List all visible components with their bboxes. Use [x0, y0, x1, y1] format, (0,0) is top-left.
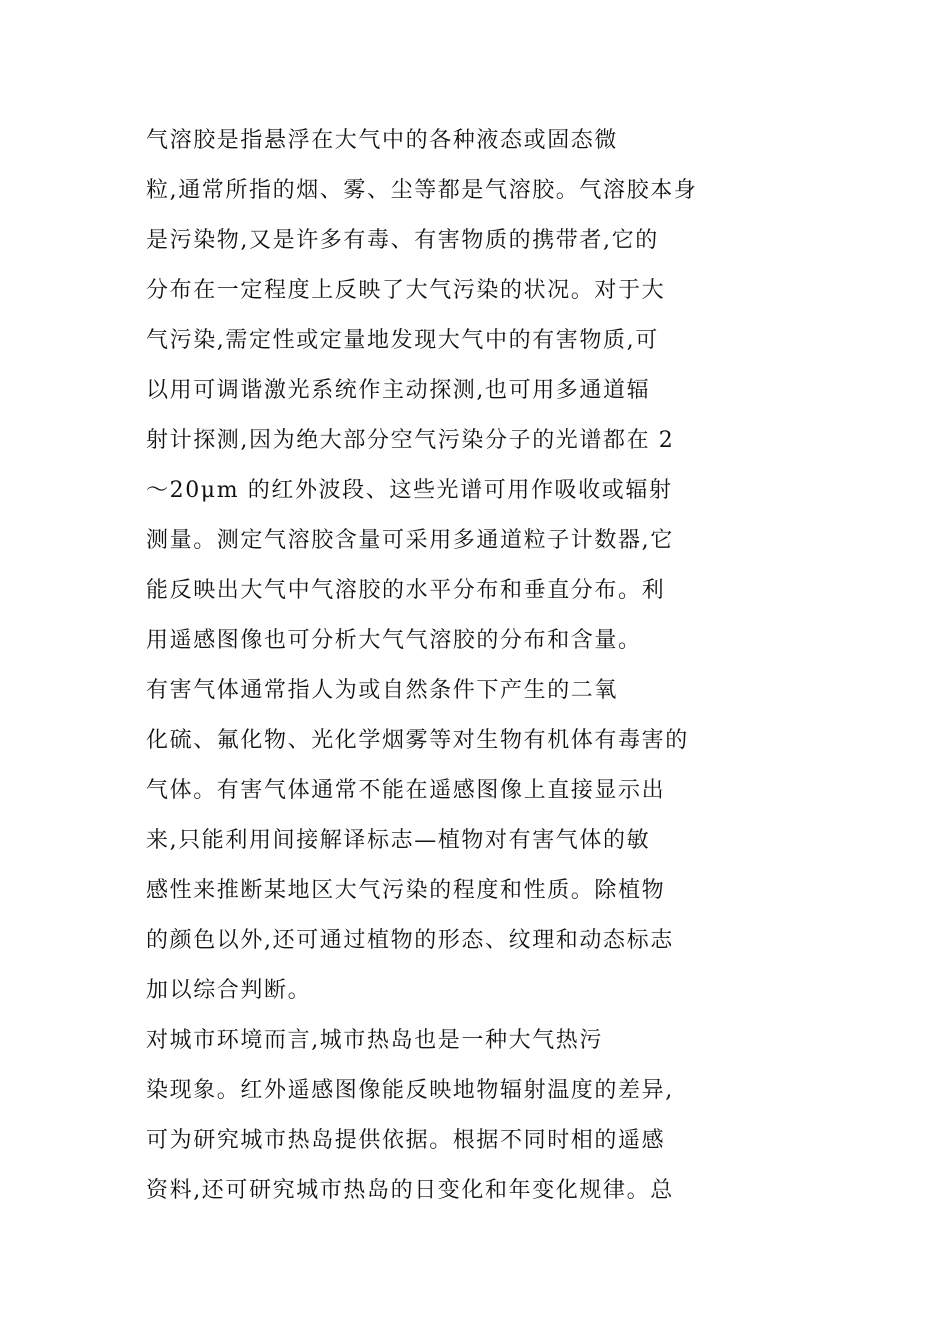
text-line-21: 可为研究城市热岛提供依据。根据不同时相的遥感 [146, 1128, 666, 1153]
text-line-7: 射计探测,因为绝大部分空气污染分子的光谱都在 2 [146, 428, 675, 453]
text-line-18: 加以综合判断。 [146, 978, 312, 1003]
text-line-6: 以用可调谐激光系统作主动探测,也可用多通道辐 [146, 378, 651, 403]
text-line-11: 用遥感图像也可分析大气气溶胶的分布和含量。 [146, 628, 642, 653]
text-line-16: 感性来推断某地区大气污染的程度和性质。除植物 [146, 878, 666, 903]
text-line-20: 染现象。红外遥感图像能反映地物辐射温度的差异, [146, 1078, 674, 1103]
body-text [146, 116, 726, 1216]
text-line-9: 测量。测定气溶胶含量可采用多通道粒子计数器,它 [146, 528, 674, 553]
text-line-15: 来,只能利用间接解译标志—植物对有害气体的敏 [146, 828, 651, 853]
text-line-2: 粒,通常所指的烟、雾、尘等都是气溶胶。气溶胶本身 [146, 178, 698, 203]
text-line-8: ～20μm 的红外波段、这些光谱可用作吸收或辐射 [146, 478, 673, 503]
text-line-19: 对城市环境而言,城市热岛也是一种大气热污 [146, 1028, 603, 1053]
text-line-10: 能反映出大气中气溶胶的水平分布和垂直分布。利 [146, 578, 666, 603]
text-line-4: 分布在一定程度上反映了大气污染的状况。对于大 [146, 278, 666, 303]
text-line-13: 化硫、氟化物、光化学烟雾等对生物有机体有毒害的 [146, 728, 689, 753]
text-line-17: 的颜色以外,还可通过植物的形态、纹理和动态标志 [146, 928, 674, 953]
text-line-1: 气溶胶是指悬浮在大气中的各种液态或固态微 [146, 128, 619, 153]
text-line-22: 资料,还可研究城市热岛的日变化和年变化规律。总 [146, 1178, 674, 1203]
text-line-12: 有害气体通常指人为或自然条件下产生的二氧 [146, 678, 619, 703]
text-line-5: 气污染,需定性或定量地发现大气中的有害物质,可 [146, 328, 659, 353]
text-line-3: 是污染物,又是许多有毒、有害物质的携带者,它的 [146, 228, 659, 253]
text-line-14: 气体。有害气体通常不能在遥感图像上直接显示出 [146, 778, 666, 803]
